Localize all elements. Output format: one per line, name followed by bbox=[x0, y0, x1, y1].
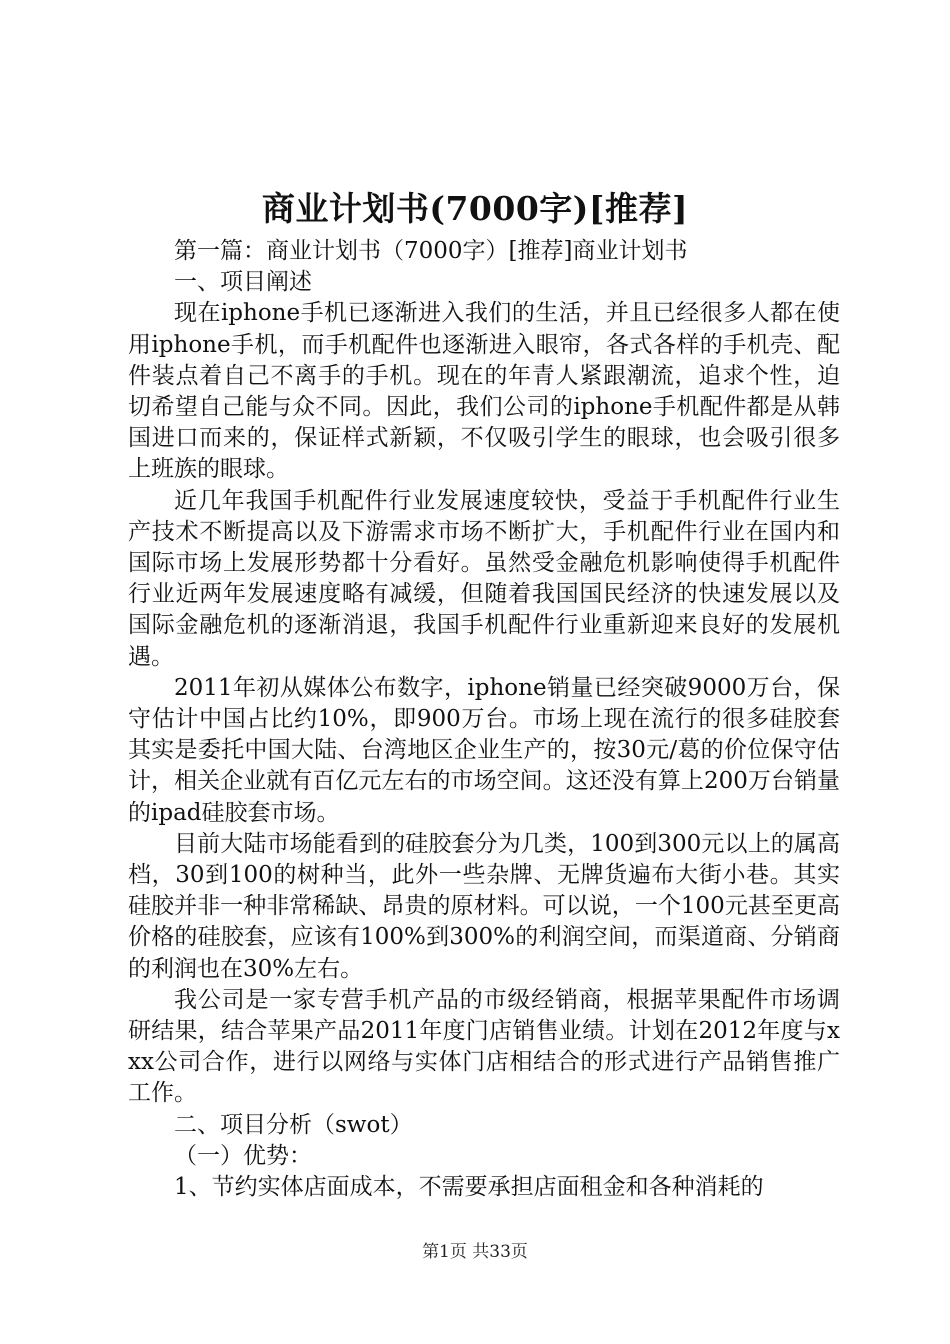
paragraph: 现在iphone手机已逐渐进入我们的生活，并且已经很多人都在使用iphone手机，而手机配件也逐渐进入眼帘，各式各样的手机壳、配件装点着自己不离手的手机。现在的年青人紧跟潮流，追求个性，迫切希望自己能与众不同。因此，我们公司的iphone手机配件都是从韩国进口而来的，保证样式新颖，不仅吸引学生的眼球，也会吸引很多上班族的眼球。 bbox=[128, 300, 840, 483]
chapter-heading: 第一篇：商业计划书（7000字）[推荐]商业计划书 bbox=[174, 238, 688, 264]
paragraph: 1、节约实体店面成本，不需要承担店面租金和各种消耗的 bbox=[174, 1174, 764, 1201]
paragraph: 2011年初从媒体公布数字，iphone销量已经突破9000万台，保守估计中国占比约10%，即900万台。市场上现在流行的很多硅胶套其实是委托中国大陆、台湾地区企业生产的，按30元/葛的价位保守估计，相关企业就有百亿元左右的市场空间。这还没有算上200万台销量的ipad硅胶套市场。 bbox=[128, 674, 840, 826]
section-heading-swot: 二、项目分析（swot） bbox=[174, 1111, 413, 1138]
section-heading-overview: 一、项目阐述 bbox=[174, 269, 312, 296]
document-title: 商业计划书(7000字)[推荐] bbox=[261, 189, 689, 228]
page-number: 第1页 共33页 bbox=[422, 1242, 528, 1262]
paragraph: 近几年我国手机配件行业发展速度较快，受益于手机配件行业生产技术不断提高以及下游需求市场不断扩大，手机配件行业在国内和国际市场上发展形势都十分看好。虽然受金融危机影响使得手机配件行业近两年发展速度略有减缓，但随着我国国民经济的快速发展以及国际金融危机的逐渐消退，我国手机配件行业重新迎来良好的发展机遇。 bbox=[128, 487, 840, 670]
document-body bbox=[128, 236, 840, 1203]
subsection-heading-strengths: （一）优势： bbox=[174, 1142, 312, 1169]
paragraph: 目前大陆市场能看到的硅胶套分为几类，100到300元以上的属高档，30到100的树种当，此外一些杂牌、无牌货遍布大街小巷。其实硅胶并非一种非常稀缺、昂贵的原材料。可以说，一个100元甚至更高价格的硅胶套，应该有100%到300%的利润空间，而渠道商、分销商的利润也在30%左右。 bbox=[128, 830, 840, 982]
paragraph: 我公司是一家专营手机产品的市级经销商，根据苹果配件市场调研结果，结合苹果产品2011年度门店销售业绩。计划在2012年度与xxx公司合作，进行以网络与实体门店相结合的形式进行产品销售推广工作。 bbox=[128, 986, 840, 1107]
